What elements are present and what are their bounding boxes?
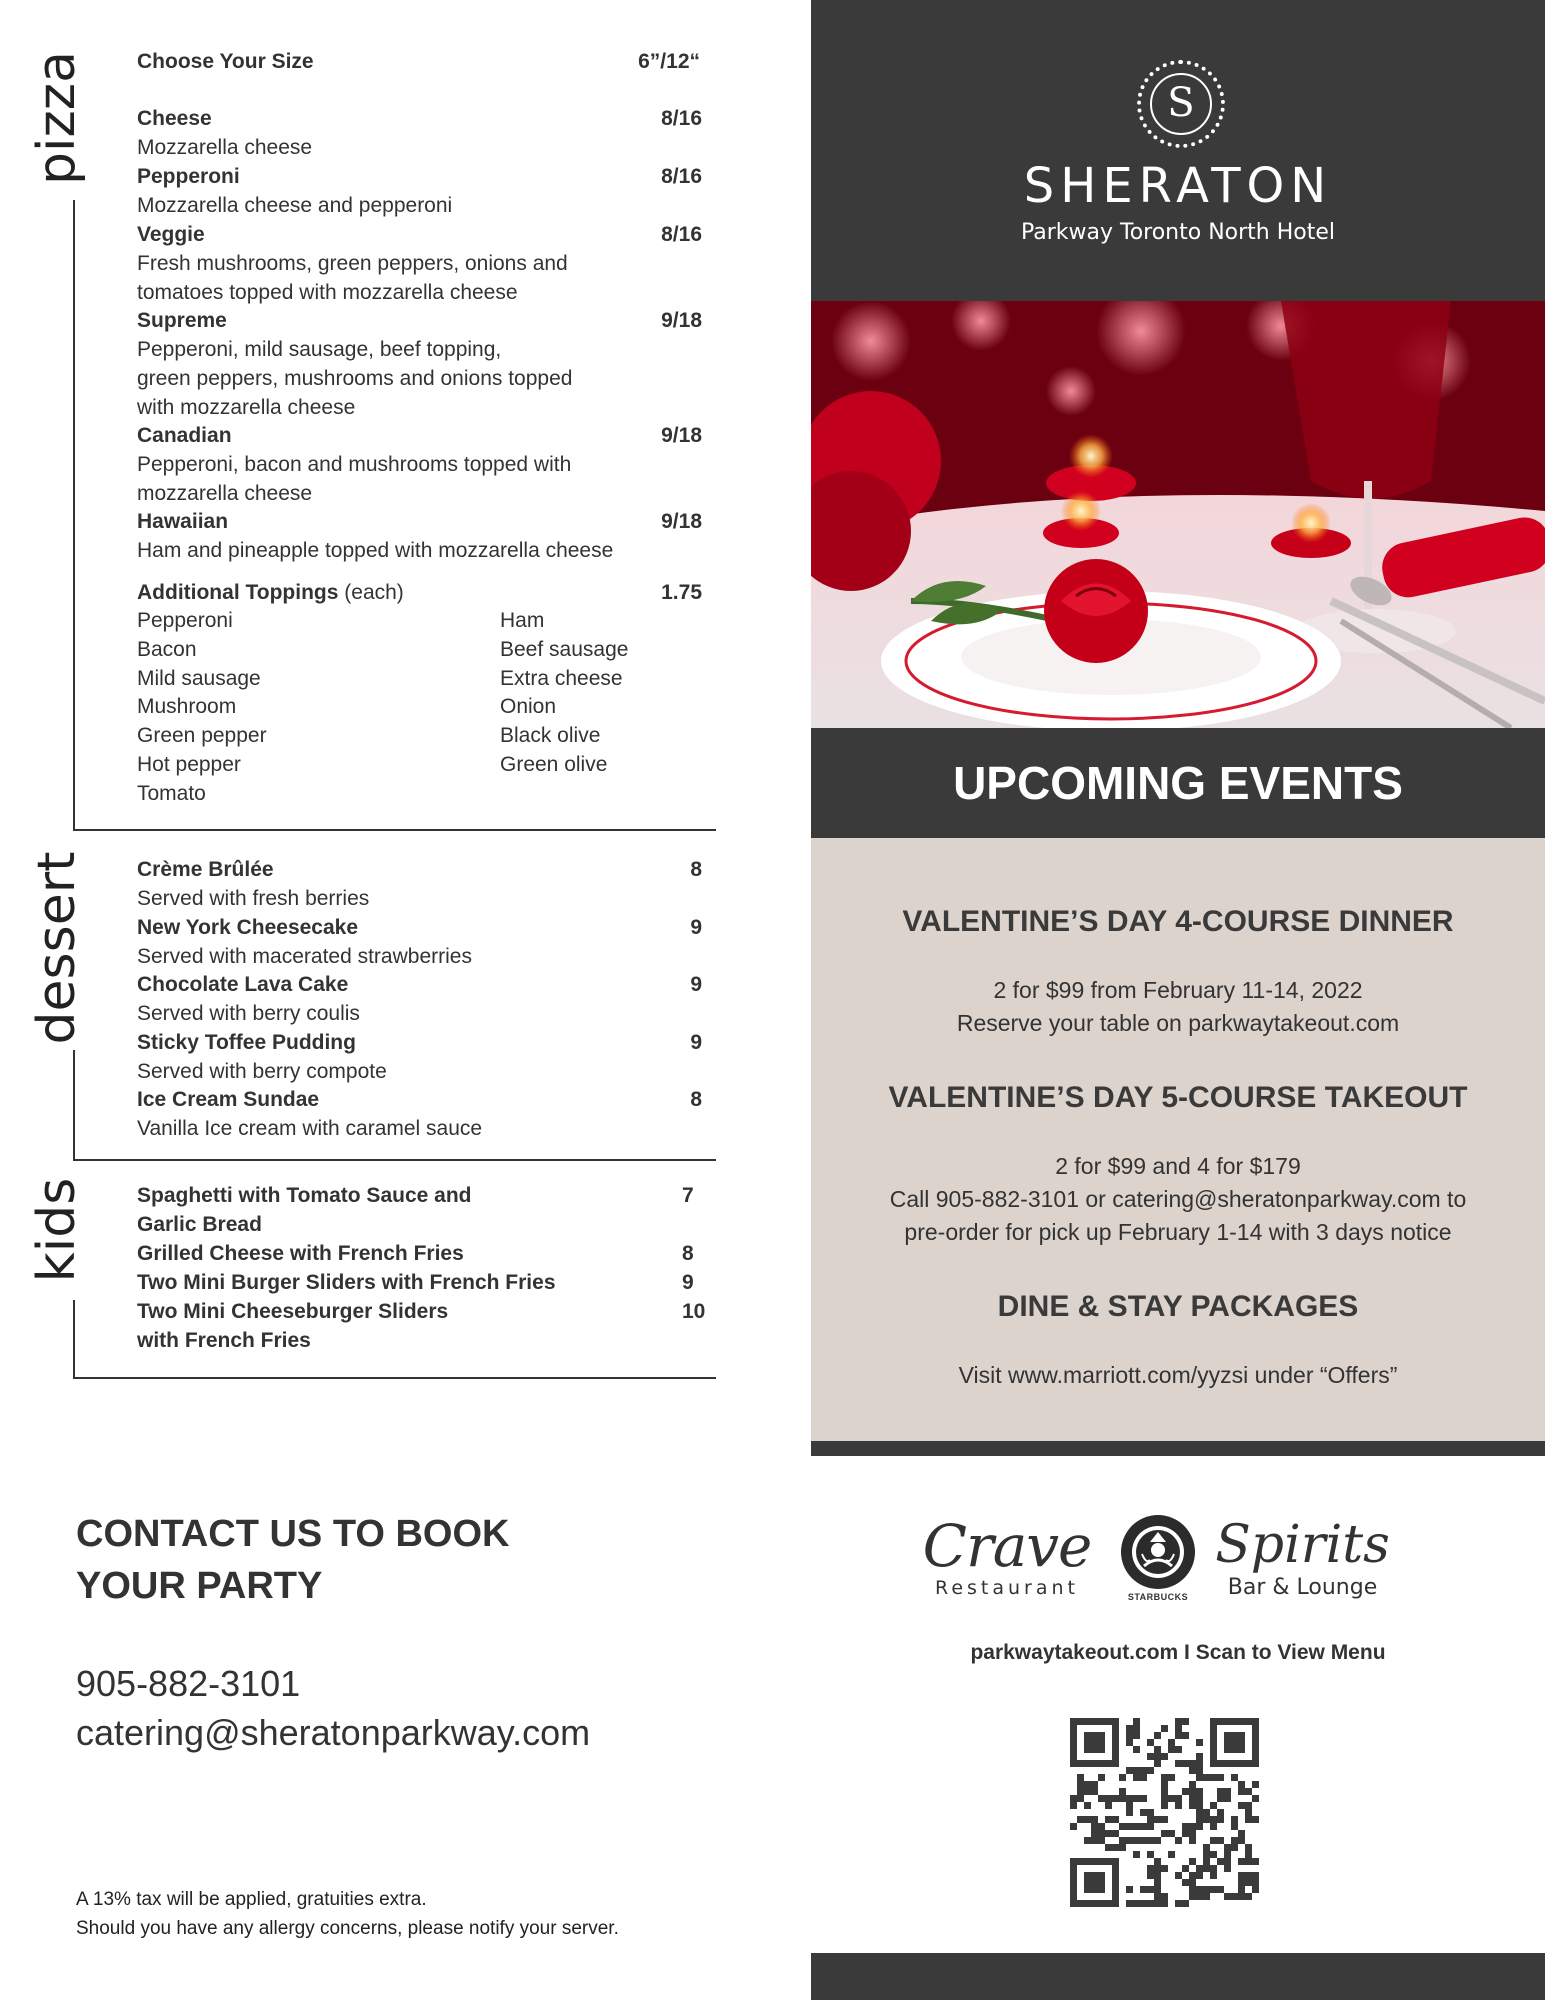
pizza-item-description: Fresh mushrooms, green peppers, onions and: [137, 252, 568, 275]
topping-item: Mushroom: [137, 695, 237, 719]
topping-item: Hot pepper: [137, 752, 241, 776]
pizza-item-description: green peppers, mushrooms and onions topped: [137, 367, 573, 390]
pizza-item-description: mozzarella cheese: [137, 482, 313, 505]
kids-item-name: Two Mini Cheeseburger Sliders with French Fries: [137, 1300, 449, 1352]
dessert-item-name: Ice Cream Sundae: [137, 1088, 320, 1111]
dessert-item-name: Chocolate Lava Cake: [137, 973, 349, 996]
fine-print-tax: A 13% tax will be applied, gratuities extra.: [76, 1889, 427, 1910]
dessert-item-name: Sticky Toffee Pudding: [137, 1030, 356, 1054]
dessert-item-price: 8: [690, 1088, 702, 1111]
upcoming-events-title: UPCOMING EVENTS: [811, 728, 1545, 838]
dessert-item-name: Crème Brûlée: [137, 858, 274, 881]
pizza-item-name: Hawaiian: [137, 510, 229, 533]
valentine-table-photo: [811, 301, 1545, 728]
pizza-item-name: Pepperoni: [137, 165, 240, 188]
toppings-column-2: [500, 607, 628, 780]
starbucks-logo-icon: [1120, 1514, 1196, 1590]
spirits-logo: Spirits Bar & Lounge: [1215, 1515, 1390, 1600]
event-1-line-2: Reserve your table on parkwaytakeout.com: [956, 1010, 1400, 1036]
size-header-row: [137, 47, 702, 76]
pizza-item-description: tomatoes topped with mozzarella cheese: [137, 281, 518, 304]
dessert-item: [137, 1028, 702, 1086]
dessert-item-price: 9: [690, 1030, 702, 1054]
pizza-item: [137, 421, 702, 508]
kids-item: [137, 1182, 702, 1239]
event-2-title: VALENTINE’S DAY 5-COURSE TAKEOUT: [888, 1081, 1468, 1114]
size-header: Choose Your Size: [137, 50, 314, 73]
topping-item: Ham: [500, 609, 545, 632]
toppings-price: 1.75: [661, 581, 702, 604]
toppings-column-1: [137, 607, 267, 809]
topping-item: Pepperoni: [137, 609, 233, 632]
dessert-item-description: Served with berry compote: [137, 1059, 387, 1083]
contact-heading: CONTACT US TO BOOK YOUR PARTY: [76, 1513, 510, 1607]
topping-item: Tomato: [137, 781, 206, 805]
dessert-item-price: 8: [690, 858, 702, 881]
brand-name: SHERATON: [1023, 158, 1333, 214]
pizza-item-description: Pepperoni, mild sausage, beef topping,: [137, 338, 502, 361]
dessert-divider-vertical: [73, 1050, 75, 1160]
kids-item-price: 10: [682, 1300, 706, 1323]
events-bottom-bar: [811, 1441, 1545, 1456]
sheraton-logo-letter: S: [1150, 73, 1212, 135]
pizza-item-price: 8/16: [661, 223, 702, 246]
topping-item: Green olive: [500, 752, 608, 776]
pizza-item: [137, 306, 702, 422]
pizza-item: [137, 507, 702, 565]
dessert-item-description: Served with macerated strawberries: [137, 944, 472, 968]
topping-item: Extra cheese: [500, 666, 623, 690]
menu-qr-code[interactable]: [1070, 1718, 1259, 1907]
dessert-item-price: 9: [690, 915, 702, 939]
takeout-link[interactable]: parkwaytakeout.com I Scan to View Menu: [970, 1641, 1386, 1664]
event-2-line-2: Call 905-882-3101 or catering@sheratonparkway.com to: [889, 1186, 1467, 1212]
crave-logo: Crave Restaurant: [922, 1512, 1092, 1599]
pizza-item-price: 9/18: [661, 309, 702, 332]
bottom-bar: [811, 1953, 1545, 2000]
pizza-item-price: 8/16: [661, 107, 702, 130]
pizza-item-name: Cheese: [137, 107, 212, 130]
pizza-item-price: 9/18: [661, 510, 702, 533]
dessert-item-description: Vanilla Ice cream with caramel sauce: [137, 1117, 483, 1140]
kids-item: [137, 1269, 702, 1298]
pizza-item-description: Ham and pineapple topped with mozzarella cheese: [137, 539, 614, 562]
pizza-item: [137, 104, 702, 162]
event-1-title: VALENTINE’S DAY 4-COURSE DINNER: [902, 905, 1454, 938]
kids-item-price: 9: [682, 1271, 694, 1294]
pizza-divider-vertical: [73, 200, 75, 830]
pizza-item-price: 8/16: [661, 165, 702, 188]
dessert-item: [137, 913, 702, 971]
topping-item: Mild sausage: [137, 666, 261, 690]
kids-divider-horizontal: [73, 1377, 716, 1379]
pizza-item-description: with mozzarella cheese: [137, 396, 356, 419]
kids-divider-vertical: [73, 1300, 75, 1378]
dessert-item: [137, 970, 702, 1028]
topping-item: Green pepper: [137, 724, 267, 748]
kids-item-price: 7: [682, 1184, 694, 1207]
topping-item: Beef sausage: [500, 637, 629, 661]
toppings-title: Additional Toppings: [137, 581, 339, 604]
pizza-item-name: Canadian: [137, 424, 232, 447]
event-3-title: DINE & STAY PACKAGES: [997, 1290, 1359, 1323]
dessert-divider-horizontal: [73, 1159, 716, 1161]
kids-item-name: Grilled Cheese with French Fries: [137, 1242, 464, 1265]
dessert-section-label: dessert: [27, 851, 87, 1044]
kids-item: [137, 1298, 706, 1355]
fine-print-allergy: Should you have any allergy concerns, please notify your server.: [76, 1918, 619, 1939]
kids-item: [137, 1240, 702, 1269]
toppings-note: (each): [344, 581, 404, 604]
contact-email[interactable]: catering@sheratonparkway.com: [76, 1712, 591, 1753]
event-1-line-1: 2 for $99 from February 11-14, 2022: [993, 977, 1363, 1003]
dessert-item-name: New York Cheesecake: [137, 915, 359, 939]
kids-item-name: Two Mini Burger Sliders with French Fries: [137, 1271, 556, 1294]
pizza-item-price: 9/18: [661, 424, 702, 447]
dessert-item-price: 9: [690, 973, 702, 996]
pizza-item-name: Veggie: [137, 223, 205, 246]
pizza-divider-horizontal: [73, 829, 716, 831]
brand-header: [811, 0, 1545, 301]
event-3-line-1: Visit www.marriott.com/yyzsi under “Offers”: [958, 1362, 1398, 1388]
pizza-item-name: Supreme: [137, 309, 227, 332]
event-2-line-1: 2 for $99 and 4 for $179: [1055, 1153, 1301, 1179]
contact-phone[interactable]: 905-882-3101: [76, 1663, 301, 1704]
dessert-item-description: Served with berry coulis: [137, 1002, 360, 1025]
starbucks-label: STARBUCKS: [1127, 1592, 1189, 1602]
brand-subtitle: Parkway Toronto North Hotel: [1020, 220, 1336, 245]
event-2-line-3: pre-order for pick up February 1-14 with 3 days notice: [904, 1219, 1452, 1245]
pizza-item-description: Mozzarella cheese and pepperoni: [137, 194, 453, 217]
kids-item-price: 8: [682, 1242, 694, 1265]
topping-item: Black olive: [500, 724, 601, 748]
toppings-header-row: [137, 578, 702, 607]
kids-item-name: Spaghetti with Tomato Sauce and Garlic Bread: [137, 1184, 472, 1236]
topping-item: Onion: [500, 695, 557, 719]
size-header-price: 6”/12“: [638, 50, 700, 73]
dessert-item: [137, 855, 702, 913]
pizza-section-label: pizza: [27, 50, 87, 185]
kids-section-label: kids: [27, 1177, 87, 1283]
pizza-item-description: Mozzarella cheese: [137, 136, 313, 159]
dessert-item: [137, 1085, 702, 1143]
pizza-item-description: Pepperoni, bacon and mushrooms topped with: [137, 453, 572, 476]
pizza-item: [137, 220, 702, 307]
valentine-table-illustration: [811, 301, 1545, 728]
pizza-item: [137, 162, 702, 220]
topping-item: Bacon: [137, 637, 197, 661]
dessert-item-description: Served with fresh berries: [137, 887, 370, 910]
